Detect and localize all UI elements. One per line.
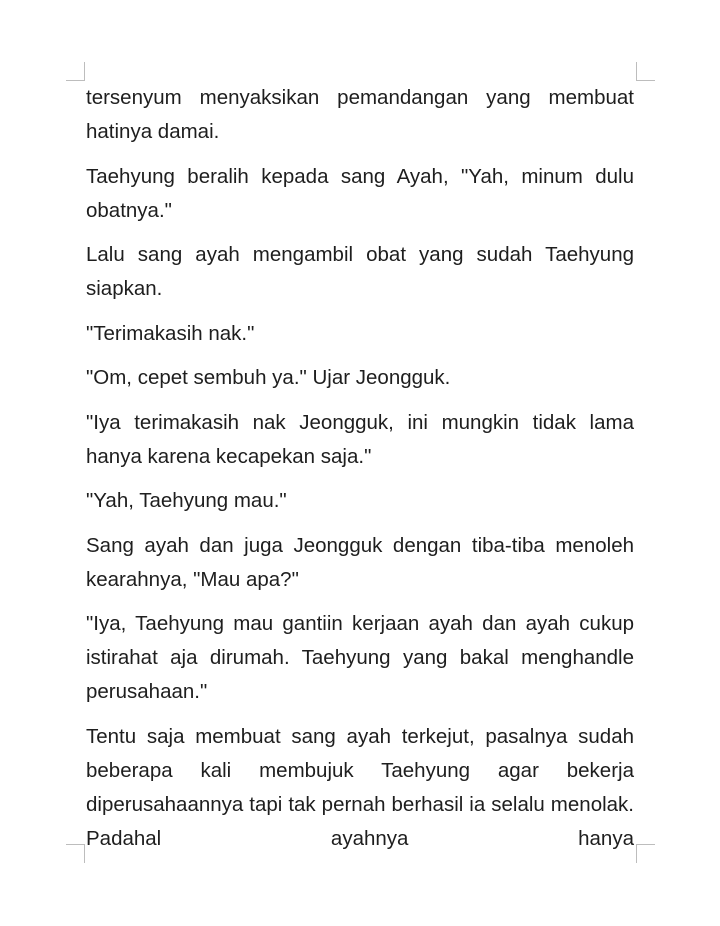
- crop-mark-bottom-left: [66, 844, 85, 863]
- paragraph: Sang ayah dan juga Jeongguk dengan tiba-tiba menoleh kearahnya, "Mau apa?": [86, 533, 634, 591]
- paragraph: "Yah, Taehyung mau.": [86, 489, 287, 512]
- paragraph: "Iya, Taehyung mau gantiin kerjaan ayah dan ayah cukup istirahat aja dirumah. Taehyung yang bakal menghandle perusahaan.": [86, 612, 634, 703]
- crop-mark-top-right: [636, 62, 655, 81]
- paragraph: "Om, cepet sembuh ya." Ujar Jeongguk.: [86, 366, 451, 389]
- paragraph: tersenyum menyaksikan pemandangan yang membuat hatinya damai.: [86, 86, 634, 143]
- paragraph: "Terimakasih nak.": [86, 321, 255, 345]
- document-body[interactable]: [86, 81, 634, 866]
- paragraph: "Iya terimakasih nak Jeongguk, ini mungkin tidak lama hanya karena kecapekan saja.": [86, 410, 634, 468]
- crop-mark-bottom-right: [636, 844, 655, 863]
- paragraph: Taehyung beralih kepada sang Ayah, "Yah, minum dulu obatnya.": [86, 164, 634, 222]
- crop-mark-top-left: [66, 62, 85, 81]
- paragraph: Lalu sang ayah mengambil obat yang sudah Taehyung siapkan.: [86, 243, 634, 300]
- paragraph: Tentu saja membuat sang ayah terkejut, pasalnya sudah beberapa kali membujuk Taehyung agar bekerja diperusahaannya tapi tak pernah berhasil ia selalu menolak. Padahal ayahnya hanya: [86, 724, 634, 850]
